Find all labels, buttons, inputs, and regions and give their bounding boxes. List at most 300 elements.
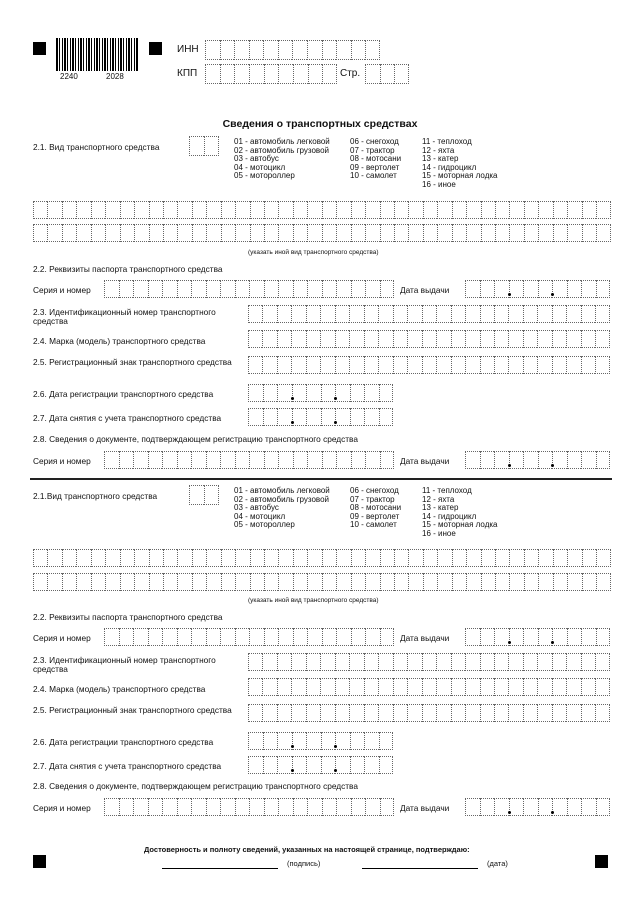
input-cell[interactable] <box>220 280 235 298</box>
input-cell[interactable] <box>351 201 365 219</box>
input-cell[interactable] <box>537 330 551 348</box>
input-cell[interactable] <box>148 451 163 469</box>
input-cell[interactable] <box>264 573 278 591</box>
input-cell[interactable] <box>307 798 322 816</box>
input-cell[interactable] <box>47 201 61 219</box>
input-cell[interactable] <box>322 549 336 567</box>
input-cell[interactable] <box>277 732 292 750</box>
b2-type-code-field[interactable] <box>189 485 219 505</box>
input-cell[interactable] <box>365 628 380 646</box>
b1-doc-date-field[interactable] <box>465 451 610 469</box>
input-cell[interactable] <box>163 549 177 567</box>
input-cell[interactable] <box>62 549 76 567</box>
input-cell[interactable] <box>451 356 465 374</box>
input-cell[interactable] <box>524 201 538 219</box>
input-cell[interactable] <box>192 549 206 567</box>
input-cell[interactable] <box>306 408 321 426</box>
input-cell[interactable] <box>349 653 363 671</box>
input-cell[interactable] <box>596 628 611 646</box>
input-cell[interactable] <box>264 64 279 84</box>
input-cell[interactable] <box>335 356 349 374</box>
input-cell[interactable] <box>262 704 276 722</box>
input-cell[interactable] <box>120 224 134 242</box>
input-cell[interactable] <box>537 305 551 323</box>
b2-deregdate-field[interactable] <box>248 756 393 774</box>
input-cell[interactable] <box>364 756 379 774</box>
b1-passport-series-field[interactable] <box>104 280 394 298</box>
input-cell[interactable] <box>177 573 191 591</box>
input-cell[interactable] <box>105 573 119 591</box>
input-cell[interactable] <box>552 451 567 469</box>
input-cell[interactable] <box>581 704 595 722</box>
inn-field[interactable] <box>205 40 380 60</box>
input-cell[interactable] <box>465 280 480 298</box>
input-cell[interactable] <box>306 704 320 722</box>
input-cell[interactable] <box>335 732 350 750</box>
input-cell[interactable] <box>380 201 394 219</box>
input-cell[interactable] <box>466 573 480 591</box>
input-cell[interactable] <box>494 280 509 298</box>
input-cell[interactable] <box>306 756 321 774</box>
input-cell[interactable] <box>480 628 495 646</box>
input-cell[interactable] <box>76 549 90 567</box>
input-cell[interactable] <box>248 678 262 696</box>
input-cell[interactable] <box>452 549 466 567</box>
input-cell[interactable] <box>509 201 523 219</box>
input-cell[interactable] <box>567 201 581 219</box>
input-cell[interactable] <box>364 408 379 426</box>
input-cell[interactable] <box>104 280 119 298</box>
input-cell[interactable] <box>249 798 264 816</box>
input-cell[interactable] <box>278 798 293 816</box>
input-cell[interactable] <box>336 201 350 219</box>
input-cell[interactable] <box>322 201 336 219</box>
input-cell[interactable] <box>62 201 76 219</box>
input-cell[interactable] <box>306 356 320 374</box>
input-cell[interactable] <box>437 201 451 219</box>
input-cell[interactable] <box>104 798 119 816</box>
input-cell[interactable] <box>581 356 595 374</box>
input-cell[interactable] <box>524 573 538 591</box>
input-cell[interactable] <box>262 305 276 323</box>
input-cell[interactable] <box>336 40 351 60</box>
input-cell[interactable] <box>278 201 292 219</box>
input-cell[interactable] <box>393 704 407 722</box>
input-cell[interactable] <box>47 224 61 242</box>
b2-regsign-field[interactable] <box>248 704 610 722</box>
page-number-field[interactable] <box>365 64 409 84</box>
input-cell[interactable] <box>567 451 582 469</box>
input-cell[interactable] <box>306 732 321 750</box>
input-cell[interactable] <box>523 798 538 816</box>
input-cell[interactable] <box>452 201 466 219</box>
input-cell[interactable] <box>264 451 279 469</box>
input-cell[interactable] <box>552 653 566 671</box>
input-cell[interactable] <box>134 573 148 591</box>
input-cell[interactable] <box>480 330 494 348</box>
input-cell[interactable] <box>277 384 292 402</box>
input-cell[interactable] <box>351 628 366 646</box>
input-cell[interactable] <box>235 798 250 816</box>
input-cell[interactable] <box>495 224 509 242</box>
input-cell[interactable] <box>234 40 249 60</box>
input-cell[interactable] <box>581 305 595 323</box>
input-cell[interactable] <box>191 280 206 298</box>
input-cell[interactable] <box>322 64 337 84</box>
input-cell[interactable] <box>177 280 192 298</box>
input-cell[interactable] <box>538 549 552 567</box>
input-cell[interactable] <box>335 678 349 696</box>
input-cell[interactable] <box>349 330 363 348</box>
input-cell[interactable] <box>148 798 163 816</box>
input-cell[interactable] <box>437 549 451 567</box>
input-cell[interactable] <box>263 732 278 750</box>
input-cell[interactable] <box>277 704 291 722</box>
input-cell[interactable] <box>552 280 567 298</box>
input-cell[interactable] <box>321 384 336 402</box>
input-cell[interactable] <box>278 40 293 60</box>
input-cell[interactable] <box>567 798 582 816</box>
input-cell[interactable] <box>350 408 365 426</box>
input-cell[interactable] <box>466 224 480 242</box>
input-cell[interactable] <box>567 628 582 646</box>
input-cell[interactable] <box>320 356 334 374</box>
input-cell[interactable] <box>364 653 378 671</box>
input-cell[interactable] <box>567 224 581 242</box>
input-cell[interactable] <box>378 678 392 696</box>
input-cell[interactable] <box>480 653 494 671</box>
input-cell[interactable] <box>451 305 465 323</box>
input-cell[interactable] <box>206 573 220 591</box>
input-cell[interactable] <box>351 798 366 816</box>
input-cell[interactable] <box>221 549 235 567</box>
input-cell[interactable] <box>349 305 363 323</box>
input-cell[interactable] <box>365 798 380 816</box>
input-cell[interactable] <box>307 628 322 646</box>
input-cell[interactable] <box>379 756 394 774</box>
input-cell[interactable] <box>277 356 291 374</box>
input-cell[interactable] <box>205 64 220 84</box>
input-cell[interactable] <box>436 653 450 671</box>
input-cell[interactable] <box>120 201 134 219</box>
input-cell[interactable] <box>248 653 262 671</box>
input-cell[interactable] <box>495 201 509 219</box>
input-cell[interactable] <box>350 732 365 750</box>
input-cell[interactable] <box>538 798 553 816</box>
input-cell[interactable] <box>206 280 221 298</box>
input-cell[interactable] <box>264 798 279 816</box>
input-cell[interactable] <box>537 704 551 722</box>
input-cell[interactable] <box>189 485 204 505</box>
input-cell[interactable] <box>293 64 308 84</box>
input-cell[interactable] <box>582 573 596 591</box>
input-cell[interactable] <box>495 573 509 591</box>
input-cell[interactable] <box>423 549 437 567</box>
input-cell[interactable] <box>235 201 249 219</box>
b2-other-type-row1[interactable] <box>33 549 611 567</box>
input-cell[interactable] <box>582 549 596 567</box>
input-cell[interactable] <box>249 64 264 84</box>
input-cell[interactable] <box>91 573 105 591</box>
input-cell[interactable] <box>378 330 392 348</box>
input-cell[interactable] <box>451 653 465 671</box>
input-cell[interactable] <box>480 356 494 374</box>
input-cell[interactable] <box>393 678 407 696</box>
b1-regsign-field[interactable] <box>248 356 610 374</box>
input-cell[interactable] <box>177 201 191 219</box>
input-cell[interactable] <box>596 451 611 469</box>
input-cell[interactable] <box>307 224 321 242</box>
input-cell[interactable] <box>235 224 249 242</box>
input-cell[interactable] <box>264 224 278 242</box>
input-cell[interactable] <box>192 573 206 591</box>
input-cell[interactable] <box>437 573 451 591</box>
input-cell[interactable] <box>380 451 395 469</box>
input-cell[interactable] <box>204 136 219 156</box>
input-cell[interactable] <box>552 356 566 374</box>
input-cell[interactable] <box>452 224 466 242</box>
input-cell[interactable] <box>537 678 551 696</box>
input-cell[interactable] <box>465 305 479 323</box>
input-cell[interactable] <box>480 305 494 323</box>
input-cell[interactable] <box>422 305 436 323</box>
input-cell[interactable] <box>249 280 264 298</box>
input-cell[interactable] <box>162 628 177 646</box>
input-cell[interactable] <box>407 678 421 696</box>
input-cell[interactable] <box>465 628 480 646</box>
input-cell[interactable] <box>263 408 278 426</box>
b1-doc-series-field[interactable] <box>104 451 394 469</box>
input-cell[interactable] <box>423 201 437 219</box>
input-cell[interactable] <box>105 224 119 242</box>
input-cell[interactable] <box>465 653 479 671</box>
input-cell[interactable] <box>335 756 350 774</box>
input-cell[interactable] <box>349 678 363 696</box>
input-cell[interactable] <box>380 280 395 298</box>
input-cell[interactable] <box>206 201 220 219</box>
signature-line[interactable] <box>162 868 278 869</box>
input-cell[interactable] <box>566 653 580 671</box>
input-cell[interactable] <box>119 451 134 469</box>
input-cell[interactable] <box>466 201 480 219</box>
input-cell[interactable] <box>249 628 264 646</box>
input-cell[interactable] <box>264 628 279 646</box>
input-cell[interactable] <box>307 201 321 219</box>
input-cell[interactable] <box>422 356 436 374</box>
input-cell[interactable] <box>162 451 177 469</box>
input-cell[interactable] <box>436 330 450 348</box>
input-cell[interactable] <box>379 384 394 402</box>
input-cell[interactable] <box>307 451 322 469</box>
input-cell[interactable] <box>523 628 538 646</box>
input-cell[interactable] <box>523 678 537 696</box>
input-cell[interactable] <box>235 280 250 298</box>
input-cell[interactable] <box>306 653 320 671</box>
b1-brand-field[interactable] <box>248 330 610 348</box>
input-cell[interactable] <box>76 573 90 591</box>
input-cell[interactable] <box>292 756 307 774</box>
input-cell[interactable] <box>320 704 334 722</box>
input-cell[interactable] <box>62 573 76 591</box>
input-cell[interactable] <box>163 573 177 591</box>
input-cell[interactable] <box>567 573 581 591</box>
input-cell[interactable] <box>452 573 466 591</box>
input-cell[interactable] <box>206 224 220 242</box>
input-cell[interactable] <box>364 678 378 696</box>
input-cell[interactable] <box>364 330 378 348</box>
input-cell[interactable] <box>321 408 336 426</box>
input-cell[interactable] <box>567 549 581 567</box>
input-cell[interactable] <box>407 704 421 722</box>
input-cell[interactable] <box>553 201 567 219</box>
input-cell[interactable] <box>494 305 508 323</box>
input-cell[interactable] <box>581 330 595 348</box>
input-cell[interactable] <box>379 732 394 750</box>
input-cell[interactable] <box>307 573 321 591</box>
input-cell[interactable] <box>277 756 292 774</box>
input-cell[interactable] <box>306 678 320 696</box>
input-cell[interactable] <box>335 408 350 426</box>
input-cell[interactable] <box>248 330 262 348</box>
input-cell[interactable] <box>581 280 596 298</box>
input-cell[interactable] <box>322 40 337 60</box>
input-cell[interactable] <box>596 549 610 567</box>
input-cell[interactable] <box>380 573 394 591</box>
input-cell[interactable] <box>250 201 264 219</box>
input-cell[interactable] <box>436 678 450 696</box>
input-cell[interactable] <box>134 549 148 567</box>
input-cell[interactable] <box>177 224 191 242</box>
input-cell[interactable] <box>33 224 47 242</box>
input-cell[interactable] <box>119 280 134 298</box>
input-cell[interactable] <box>595 678 609 696</box>
input-cell[interactable] <box>278 549 292 567</box>
kpp-field[interactable] <box>205 64 337 84</box>
input-cell[interactable] <box>120 573 134 591</box>
input-cell[interactable] <box>596 201 610 219</box>
input-cell[interactable] <box>322 280 337 298</box>
input-cell[interactable] <box>277 408 292 426</box>
input-cell[interactable] <box>221 201 235 219</box>
input-cell[interactable] <box>336 549 350 567</box>
input-cell[interactable] <box>436 704 450 722</box>
input-cell[interactable] <box>248 305 262 323</box>
input-cell[interactable] <box>494 628 509 646</box>
input-cell[interactable] <box>581 451 596 469</box>
input-cell[interactable] <box>277 653 291 671</box>
input-cell[interactable] <box>394 201 408 219</box>
input-cell[interactable] <box>149 201 163 219</box>
input-cell[interactable] <box>380 549 394 567</box>
input-cell[interactable] <box>308 64 323 84</box>
input-cell[interactable] <box>365 40 380 60</box>
input-cell[interactable] <box>248 704 262 722</box>
input-cell[interactable] <box>249 451 264 469</box>
input-cell[interactable] <box>291 704 305 722</box>
input-cell[interactable] <box>262 330 276 348</box>
b2-vin-field[interactable] <box>248 653 610 671</box>
input-cell[interactable] <box>291 330 305 348</box>
input-cell[interactable] <box>552 628 567 646</box>
input-cell[interactable] <box>248 384 263 402</box>
input-cell[interactable] <box>509 798 524 816</box>
input-cell[interactable] <box>335 704 349 722</box>
input-cell[interactable] <box>248 756 263 774</box>
input-cell[interactable] <box>422 678 436 696</box>
input-cell[interactable] <box>365 549 379 567</box>
input-cell[interactable] <box>163 201 177 219</box>
input-cell[interactable] <box>163 224 177 242</box>
input-cell[interactable] <box>509 451 524 469</box>
input-cell[interactable] <box>523 704 537 722</box>
input-cell[interactable] <box>494 330 508 348</box>
input-cell[interactable] <box>177 451 192 469</box>
input-cell[interactable] <box>250 573 264 591</box>
input-cell[interactable] <box>119 628 134 646</box>
b2-doc-series-field[interactable] <box>104 798 394 816</box>
input-cell[interactable] <box>596 573 610 591</box>
input-cell[interactable] <box>322 798 337 816</box>
input-cell[interactable] <box>91 201 105 219</box>
input-cell[interactable] <box>177 628 192 646</box>
input-cell[interactable] <box>189 136 204 156</box>
input-cell[interactable] <box>538 628 553 646</box>
input-cell[interactable] <box>277 678 291 696</box>
input-cell[interactable] <box>119 798 134 816</box>
input-cell[interactable] <box>306 305 320 323</box>
input-cell[interactable] <box>336 280 351 298</box>
input-cell[interactable] <box>422 330 436 348</box>
input-cell[interactable] <box>523 330 537 348</box>
input-cell[interactable] <box>364 305 378 323</box>
input-cell[interactable] <box>248 408 263 426</box>
input-cell[interactable] <box>321 756 336 774</box>
input-cell[interactable] <box>407 305 421 323</box>
b2-regdate-field[interactable] <box>248 732 393 750</box>
input-cell[interactable] <box>365 64 380 84</box>
input-cell[interactable] <box>537 653 551 671</box>
input-cell[interactable] <box>264 280 279 298</box>
b1-regdate-field[interactable] <box>248 384 393 402</box>
input-cell[interactable] <box>407 356 421 374</box>
input-cell[interactable] <box>335 305 349 323</box>
input-cell[interactable] <box>264 201 278 219</box>
input-cell[interactable] <box>220 40 235 60</box>
date-line[interactable] <box>362 868 478 869</box>
b1-passport-date-field[interactable] <box>465 280 610 298</box>
input-cell[interactable] <box>192 224 206 242</box>
input-cell[interactable] <box>149 224 163 242</box>
input-cell[interactable] <box>91 549 105 567</box>
input-cell[interactable] <box>566 678 580 696</box>
input-cell[interactable] <box>364 704 378 722</box>
input-cell[interactable] <box>364 356 378 374</box>
input-cell[interactable] <box>293 451 308 469</box>
input-cell[interactable] <box>162 280 177 298</box>
input-cell[interactable] <box>351 573 365 591</box>
input-cell[interactable] <box>495 549 509 567</box>
input-cell[interactable] <box>508 678 522 696</box>
input-cell[interactable] <box>349 356 363 374</box>
input-cell[interactable] <box>393 305 407 323</box>
input-cell[interactable] <box>235 451 250 469</box>
input-cell[interactable] <box>553 573 567 591</box>
input-cell[interactable] <box>293 224 307 242</box>
input-cell[interactable] <box>552 678 566 696</box>
input-cell[interactable] <box>523 280 538 298</box>
input-cell[interactable] <box>480 678 494 696</box>
input-cell[interactable] <box>104 451 119 469</box>
